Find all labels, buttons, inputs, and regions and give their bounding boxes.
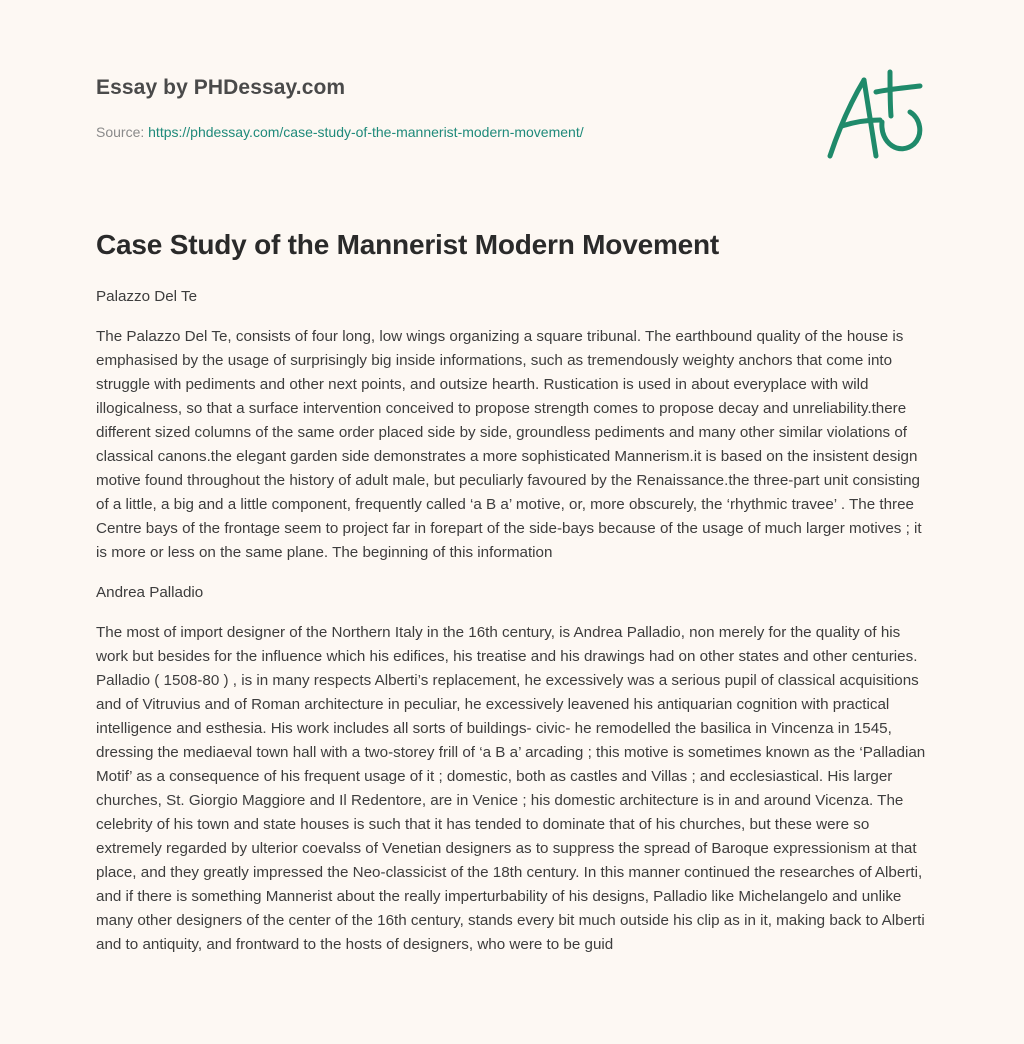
section-paragraph: The Palazzo Del Te, consists of four long, low wings organizing a square tribunal. The earthbound quality of the house is emphasised by the usage of surprisingly big inside informations, such as tremendously weighty anchors that come into struggle with pediments and other next points, and outsize hearth. Rustication is used in about everyplace with wild illogicalness, so that a surface intervention conceived to propose strength comes to propose decay and unreliability.there different sized columns of the same order placed side by side, groundless pediments and many other similar violations of classical canons.the elegant garden side demonstrates a more sophisticated Mannerism.it is based on the insistent design motive found throughout the history of adult male, but peculiarly favoured by the Renaissance.the three-part unit consisting of a little, a big and a little component, frequently called ‘a B a’ motive, or, more obscurely, the ‘rhythmic travee’ . The three Centre bays of the frontage seem to project far in forepart of the side-bays because of the usage of much larger motives ; it is more or less on the same plane. The beginning of this information [96,328,922,561]
section-heading: Andrea Palladio [96,584,204,601]
essay-content [96,285,932,973]
source-link[interactable]: https://phdessay.com/case-study-of-the-mannerist-modern-movement/ [148,124,584,140]
section-heading: Palazzo Del Te [96,288,198,305]
essay-title: Case Study of the Mannerist Modern Movement [96,229,720,260]
site-brand: Essay by PHDessay.com [96,76,346,99]
source-line [96,124,584,140]
source-label: Source: [96,124,149,140]
a-plus-logo-icon [818,64,930,164]
section-paragraph: The most of import designer of the Northern Italy in the 16th century, is Andrea Palladio, non merely for the quality of his work but besides for the influence which his edifices, his treatise and his drawings had on other states and other centuries. Palladio ( 1508-80 ) , is in many respects Alberti’s replacement, he excessively was a serious pupil of classical acquisitions and of Vitruvius and of Roman architecture in peculiar, he excessively leavened his antiquarian cognition with practical intelligence and esthesia. His work includes all sorts of buildings- civic- he remodelled the basilica in Vincenza in 1545, dressing the mediaeval town hall with a two-storey frill of ‘a B a’ arcading ; this motive is sometimes known as the ‘Palladian Motif’ as a consequence of his frequent usage of it ; domestic, both as castles and Villas ; and ecclesiastical. His larger churches, St. Giorgio Maggiore and Il Redentore, are in Venice ; his domestic architecture is in and around Vicenza. The celebrity of his town and state houses is such that it has tended to dominate that of his churches, but these were so extremely regarded by ulterior coevalss of Venetian designers as to suppress the spread of Baroque expressionism at that place, and they greatly impressed the Neo-classicist of the 18th century. In this manner continued the researches of Alberti, and if there is something Mannerist about the really imperturbability of his designs, Palladio like Michelangelo and unlike many other designers of the center of the 16th century, stands every bit much outside his clip as in it, making back to Alberti and to antiquity, and frontward to the hosts of designers, who were to be guid [96,624,926,953]
